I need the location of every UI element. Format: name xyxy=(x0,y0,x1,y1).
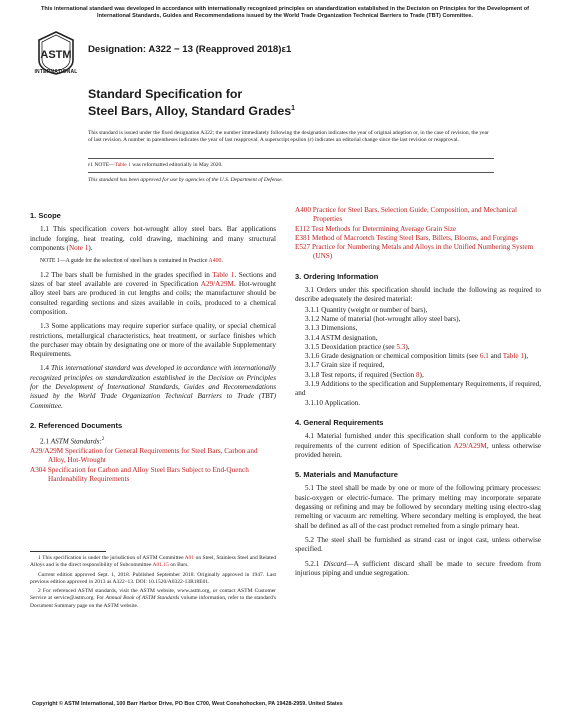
logo-caption: INTERNATIONAL xyxy=(34,69,78,75)
a29-link[interactable]: A29/A29M xyxy=(200,280,234,289)
footnote-edition: Current edition approved Sept. 1, 2018. Published September 2018. Originally approved in 1947. Last previous edition approved in 2013 as A322–13. DOI: 10.1520/A0322-13R18E01. xyxy=(30,571,276,585)
text: 1.1 This specification covers hot-wrought alloy steel bars. Bar applications include forging, heat treating, cold drawing, machining and many structural components ( xyxy=(30,225,276,252)
left-column xyxy=(30,203,276,484)
text: 1.2 The bars shall be furnished in the grades specified in xyxy=(40,270,213,279)
text: Discard xyxy=(323,559,347,568)
title-line-1: Standard Specification for xyxy=(88,87,243,101)
text: —A sufficient discard shall be made to secure freedom from injurious piping and undue segregation. xyxy=(295,559,541,577)
text: 3.1.8 Test reports, if required (Section xyxy=(305,370,416,379)
paragraph-4-1 xyxy=(295,432,541,460)
item-3-1-8 xyxy=(305,371,541,380)
section-heading-general-requirements: 4. General Requirements xyxy=(295,417,384,427)
section-heading-materials-and-manufacture: 5. Materials and Manufacture xyxy=(295,470,398,480)
document-title xyxy=(88,87,508,118)
text: This international standard was developed in accordance with internationally recognized principles on standardization established in the Decision on Principles for the Development of International Standards, Guides and Recommendations issued by the World Trade Organization Technical Barriers to Trade (TBT) Committee. xyxy=(30,364,277,410)
footnote-1 xyxy=(30,555,276,570)
ref-title[interactable]: Practice for Steel Bars, Selection Guide, Composition, and Mechanical Properties xyxy=(310,206,517,224)
ref-code[interactable]: A304 xyxy=(30,465,46,474)
top-notice: This international standard was developed in accordance with internationally recognized principles on standardization established in the Decision on Principles for the Development of International Standards, Guides and Recommendations issued by the World Trade Organization Technical Barriers to Trade (TBT) Committee. xyxy=(41,6,529,20)
text: 1.4 xyxy=(40,364,51,373)
a400-link[interactable]: A400 xyxy=(208,258,222,265)
item-3-1-6 xyxy=(295,352,541,361)
text: ), xyxy=(419,370,424,379)
editorial-note-prefix: ε1 NOTE— xyxy=(88,162,115,168)
text: ), xyxy=(523,352,529,361)
paragraph-5-2-1 xyxy=(295,560,541,579)
note-1-link[interactable]: Note 1 xyxy=(68,243,89,252)
text: . Hot-wrought alloy steel bars are produced in cut lengths and coils; the manufacturer should be consulted regarding sections and sizes available in coils, produced to a chemical composition. xyxy=(30,280,276,316)
note-1 xyxy=(30,258,276,266)
item-3-1-3: 3.1.3 Dimensions, xyxy=(305,324,358,333)
paragraph-5-1: 5.1 The steel shall be made by one or more of the following primary processes: basic-oxygen or electric-furnace. The primary melting may incorporate separate degassing or refining and may be followed by secondary melting using electro-slag remelting or vacuum arc remelting. Where secondary melting is employed, the heat shall be defined as all of the cast product remelted from a single primary heat. xyxy=(295,484,541,530)
text: 2 For referenced ASTM standards, visit the ASTM website, www.astm.org, or contact ASTM Customer Service at service@astm.org. For xyxy=(30,588,276,602)
item-3-1-9: 3.1.9 Additions to the specification and Supplementary Requirements, if required, and xyxy=(295,380,541,398)
item-3-1-4: 3.1.4 ASTM designation, xyxy=(305,333,378,342)
copyright: Copyright © ASTM International, 100 Barr Harbor Drive, PO Box C700, West Conshohocken, PA 19428-2959. United States xyxy=(32,701,343,707)
paragraph-1-4 xyxy=(30,364,276,410)
divider-middle xyxy=(88,172,494,173)
paragraph-2-1 xyxy=(40,435,276,447)
section-8-link[interactable]: 8 xyxy=(415,370,420,379)
reference-a304[interactable] xyxy=(30,466,276,485)
preamble: This standard is issued under the fixed designation A322; the number immediately following the designation indicates the year of original adoption or, in the case of revision, the year of last revision. A number in parentheses indicates the year of last reapproval. A superscript epsilon (ε) indicates an editorial change since the last revision or reapproval. xyxy=(88,130,489,144)
text: . xyxy=(221,258,223,265)
section-heading-ordering-information: 3. Ordering Information xyxy=(295,271,379,281)
footnote-2 xyxy=(30,588,276,610)
footnotes xyxy=(30,555,276,612)
text: . Sections and sizes of bar steel available are covered in Specification xyxy=(30,270,277,289)
section-heading-referenced-documents: 2. Referenced Documents xyxy=(30,420,123,430)
table-1-link[interactable]: Table 1 xyxy=(212,270,235,279)
subcommittee-a01-15-link[interactable]: A01.15 xyxy=(152,562,169,569)
text: on Bars. xyxy=(168,562,189,569)
designation: Designation: A322 − 13 (Reapproved 2018)ε1 xyxy=(88,44,292,55)
text: 2.1 xyxy=(40,437,51,446)
text: ). xyxy=(88,243,93,252)
editorial-note xyxy=(88,162,494,169)
reference-e381[interactable] xyxy=(295,234,541,243)
logo-text: ASTM xyxy=(40,49,72,61)
ref-code[interactable]: E381 xyxy=(295,233,311,242)
committee-a01-link[interactable]: A01 xyxy=(184,555,195,561)
footnote-divider xyxy=(30,551,106,552)
right-column xyxy=(295,206,541,583)
reference-e112[interactable] xyxy=(295,225,541,234)
section-6-1-link[interactable]: 6.1 xyxy=(479,352,489,361)
reference-a400[interactable] xyxy=(295,206,541,225)
ref-title[interactable]: Specification for Carbon and Alloy Steel Bars Subject to End-Quench Hardenability Requirements xyxy=(45,465,249,483)
text: 3.1.5 Deoxidation practice (see xyxy=(305,342,397,351)
title-text: Steel Bars, Alloy, Standard Grades xyxy=(88,103,292,118)
table-1-link[interactable]: Table 1 xyxy=(502,352,524,361)
paragraph-1-2 xyxy=(30,271,276,317)
text: 3.1.6 Grade designation or chemical composition limits (see xyxy=(305,352,480,361)
paragraph-5-2: 5.2 The steel shall be furnished as strand cast or ingot cast, unless otherwise specified. xyxy=(295,535,541,554)
dod-note: This standard has been approved for use by agencies of the U.S. Department of Defense. xyxy=(88,177,283,183)
text: volume information, refer to the standard's Document Summary page on the ASTM website. xyxy=(30,595,276,609)
table-1-link[interactable]: Table 1 xyxy=(114,162,131,168)
divider-top xyxy=(88,158,494,159)
text: NOTE 1—A guide for the selection of steel bars is contained in Practice xyxy=(40,258,209,265)
paragraph-1-1 xyxy=(30,225,276,253)
section-5-3-link[interactable]: 5.3 xyxy=(396,342,406,351)
ref-title[interactable]: Practice for Numbering Metals and Alloys in the Unified Numbering System (UNS) xyxy=(310,243,534,261)
item-3-1-1: 3.1.1 Quantity (weight or number of bars), xyxy=(305,305,428,314)
footnote-2-marker[interactable]: 2 xyxy=(101,437,105,443)
reference-a29[interactable] xyxy=(30,447,276,466)
title-line-2 xyxy=(88,102,508,119)
paragraph-1-3: 1.3 Some applications may require superior surface quality, or special chemical restrictions, metallurgical characteristics, heat treatment, or surface finishes which the purchaser may obtain by designating one or more of the available Supplementary Requirements. xyxy=(30,322,276,359)
text: on Steel, Stainless Steel and Related Alloys and is the direct responsibility of Subcommittee xyxy=(30,555,276,569)
ref-code[interactable]: E112 xyxy=(295,224,310,233)
text: 5.2.1 xyxy=(305,559,324,568)
item-3-1-5 xyxy=(305,343,541,352)
text: ASTM Standards: xyxy=(50,437,102,446)
reference-e527[interactable] xyxy=(295,243,541,262)
ref-title[interactable]: Specification for General Requirements for Steel Bars, Carbon and Alloy, Hot-Wrought xyxy=(48,446,258,465)
text: 1 This specification is under the jurisdiction of ASTM Committee xyxy=(38,555,185,561)
a29-link[interactable]: A29/A29M xyxy=(453,441,487,450)
editorial-note-text: was reformatted editorially in May 2020. xyxy=(130,162,223,168)
item-3-1-10: 3.1.10 Application. xyxy=(305,398,361,407)
title-footnote-marker[interactable]: 1 xyxy=(291,104,296,112)
text: and xyxy=(488,352,503,361)
ref-title[interactable]: Method of Macroetch Testing Steel Bars, Billets, Blooms, and Forgings xyxy=(310,233,519,242)
ref-title[interactable]: Test Methods for Determining Average Grain Size xyxy=(309,224,457,233)
item-3-1-2: 3.1.2 Name of material (hot-wrought alloy steel bars), xyxy=(305,314,461,323)
item-3-1-7: 3.1.7 Grain size if required, xyxy=(305,361,385,370)
section-heading-scope: 1. Scope xyxy=(30,211,61,220)
ref-code[interactable]: E527 xyxy=(295,243,311,252)
text: ), xyxy=(405,342,410,351)
text: , unless otherwise provided herein. xyxy=(295,441,541,459)
text: Annual Book of ASTM Standards xyxy=(105,595,180,602)
paragraph-3-1: 3.1 Orders under this specification should include the following as required to describe adequately the desired material: xyxy=(295,286,541,304)
ref-code[interactable]: A29/A29M xyxy=(30,446,64,455)
ref-code[interactable]: A400 xyxy=(295,206,311,214)
text: 4.1 Material furnished under this specification shall conform to the applicable requirements of the current edition of Specification xyxy=(295,432,541,450)
